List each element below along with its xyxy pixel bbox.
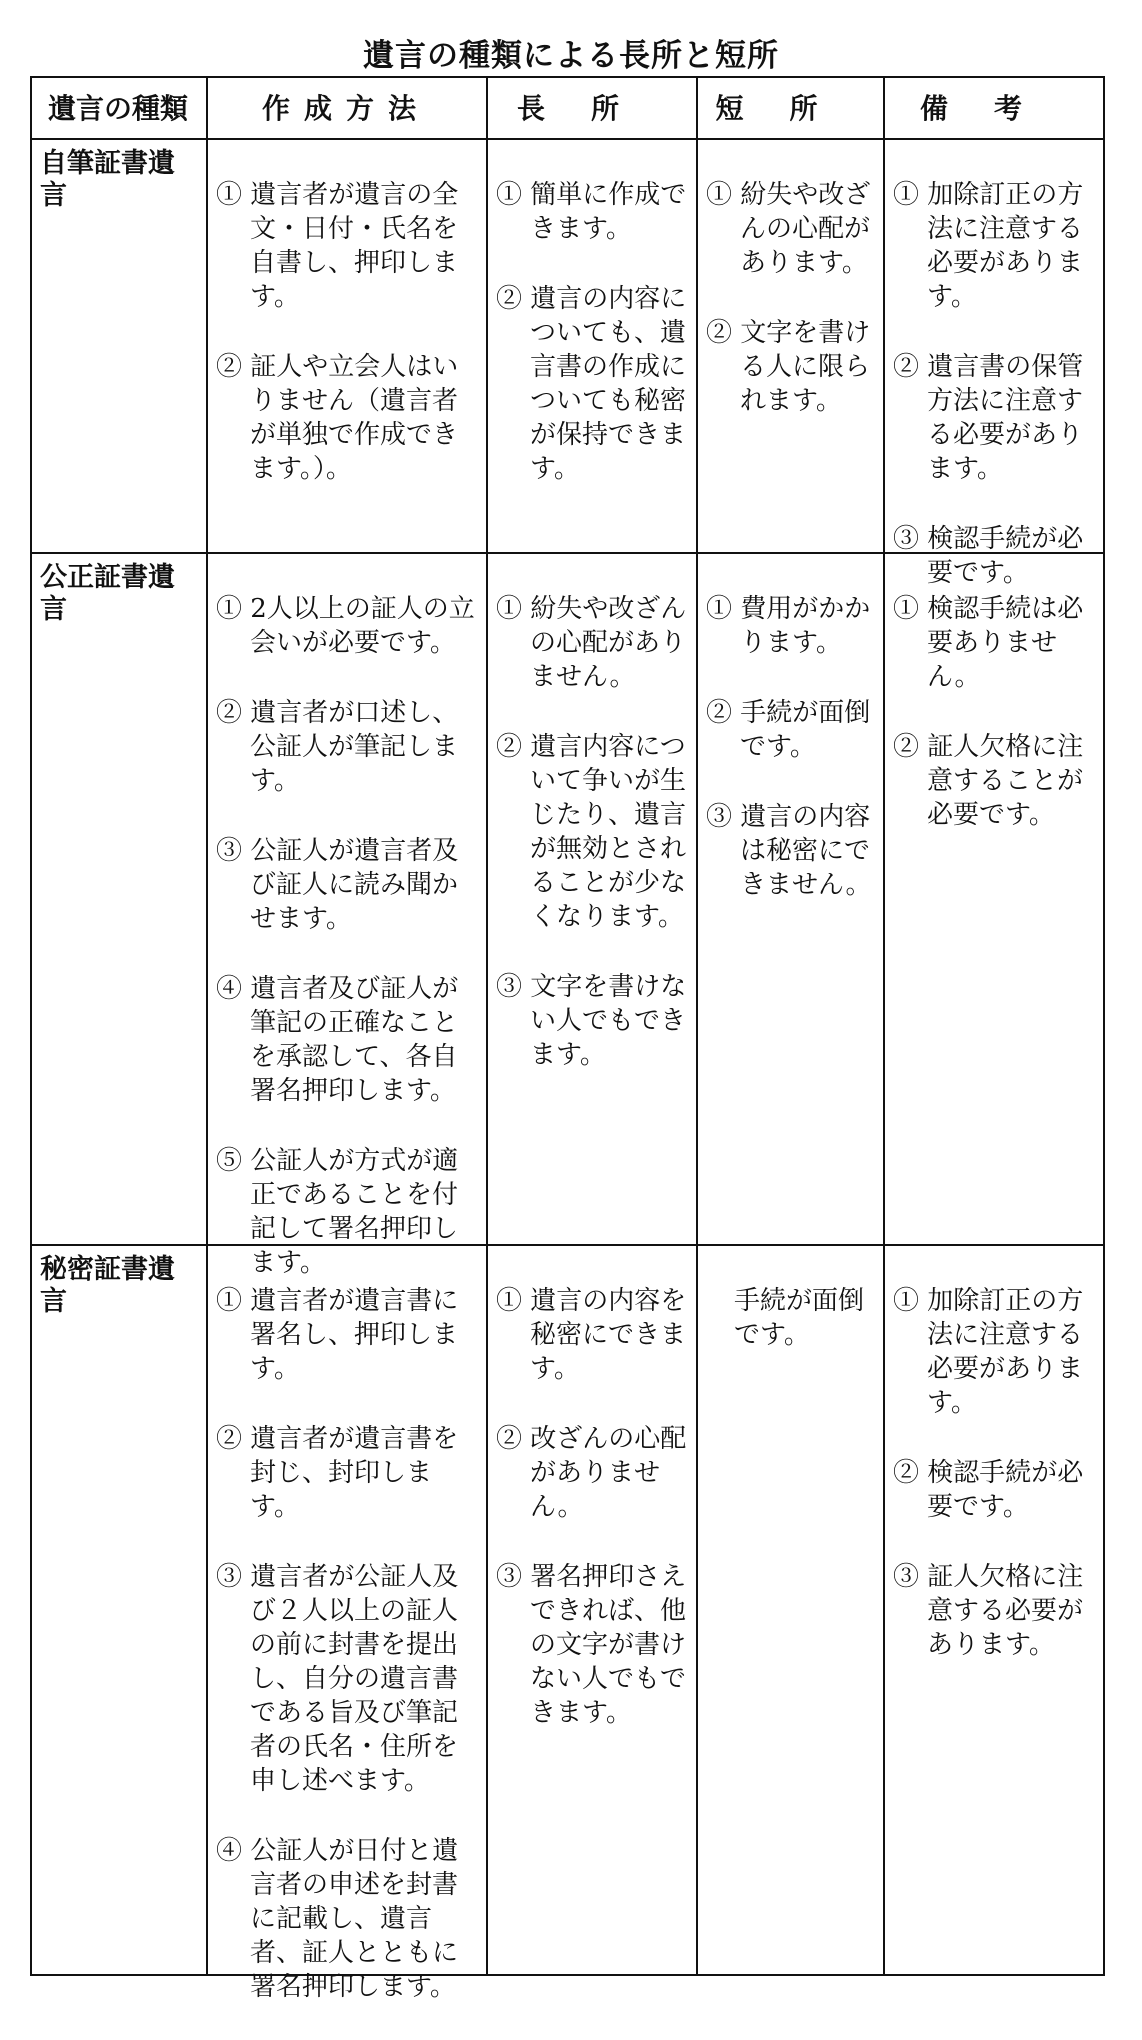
list-item: ② 遺言内容について争いが生じたり、遺言が無効とされることが少なくなります。 xyxy=(496,732,687,932)
list-item: ③ 検認手続が必要です。 xyxy=(893,524,1084,588)
list-item: ② 遺言者が遺言書を封じ、封印します。 xyxy=(216,1424,459,1522)
list-item: ② 遺言の内容についても、遺言書の作成についても秘密が保持できます。 xyxy=(496,284,687,484)
list-item: ③ 遺言者が公証人及び２人以上の証人の前に封書を提出し、自分の遺言書である旨及び筆記者の氏名・住所を申し述べます。 xyxy=(216,1562,459,1796)
page-title: 遺言の種類による長所と短所 xyxy=(363,38,779,74)
merits-cell xyxy=(486,138,696,522)
demerits-cell xyxy=(696,1244,883,1388)
list-item: ③ 遺言の内容は秘密にできません。 xyxy=(706,802,872,900)
list-item: ② 文字を書ける人に限られます。 xyxy=(706,318,871,416)
list-item: ② 手続が面倒です。 xyxy=(706,698,871,762)
list-item: ③ 文字を書けない人でもできます。 xyxy=(496,972,687,1070)
list-item: ① 紛失や改ざんの心配がありません。 xyxy=(496,594,687,692)
list-item: ② 遺言書の保管方法に注意する必要があります。 xyxy=(893,352,1084,484)
method-cell xyxy=(206,138,486,522)
list-item: ④ 公証人が日付と遺言者の申述を封書に記載し、遺言者、証人とともに署名押印します。 xyxy=(216,1836,459,2002)
type-cell: 自筆証書遺言 xyxy=(40,148,175,211)
list-item: ③ 証人欠格に注意する必要があります。 xyxy=(893,1562,1084,1660)
type-cell: 秘密証書遺言 xyxy=(40,1254,175,1317)
header-type: 遺言の種類 xyxy=(47,92,188,125)
demerits-cell xyxy=(696,138,883,454)
list-item: ② 遺言者が口述し、公証人が筆記します。 xyxy=(216,698,459,796)
merits-cell xyxy=(486,1244,696,1766)
list-item: ① 遺言者が遺言書に署名し、押印します。 xyxy=(216,1286,459,1384)
method-cell xyxy=(206,552,486,1316)
header-demerits: 短所 xyxy=(715,92,864,125)
list-item: ① 簡単に作成できます。 xyxy=(496,180,687,244)
list-item: ① 紛失や改ざんの心配があります。 xyxy=(706,180,871,278)
header-method: 作成方法 xyxy=(261,92,430,125)
list-item: ② 証人や立会人はいりません（遺言者が単独で作成できます。）。 xyxy=(216,352,459,484)
demerits-cell xyxy=(696,552,883,938)
list-item: 手続が面倒です。 xyxy=(734,1286,865,1350)
list-item: ① 2人以上の証人の立会いが必要です。 xyxy=(216,594,475,658)
list-item: ① 加除訂正の方法に注意する必要があります。 xyxy=(893,1286,1084,1418)
list-item: ② 改ざんの心配がありません。 xyxy=(496,1424,687,1522)
list-item: ③ 署名押印さえできれば、他の文字が書けない人でもできます。 xyxy=(496,1562,687,1728)
list-item: ② 証人欠格に注意することが必要です。 xyxy=(893,732,1084,830)
list-item: ③ 公証人が遺言者及び証人に読み聞かせます。 xyxy=(216,836,459,934)
method-cell xyxy=(206,1244,486,2040)
merits-cell xyxy=(486,552,696,1108)
list-item: ① 加除訂正の方法に注意する必要があります。 xyxy=(893,180,1084,312)
header-notes: 備考 xyxy=(919,92,1068,125)
header-merits: 長所 xyxy=(516,92,665,125)
list-item: ① 遺言者が遺言の全文・日付・氏名を自書し、押印します。 xyxy=(216,180,459,312)
list-item: ④ 遺言者及び証人が筆記の正確なことを承認して、各自署名押印します。 xyxy=(216,974,459,1106)
list-item: ② 検認手続が必要です。 xyxy=(893,1458,1084,1522)
list-item: ⑤ 公証人が方式が適正であることを付記して署名押印します。 xyxy=(216,1146,459,1278)
comparison-table xyxy=(30,76,1105,2002)
list-item: ① 費用がかかります。 xyxy=(706,594,871,658)
notes-cell xyxy=(883,1244,1105,1698)
type-cell: 公正証書遺言 xyxy=(40,562,175,625)
notes-cell xyxy=(883,552,1105,868)
list-item: ① 遺言の内容を秘密にできます。 xyxy=(496,1286,687,1384)
list-item: ① 検認手続は必要ありません。 xyxy=(893,594,1084,692)
